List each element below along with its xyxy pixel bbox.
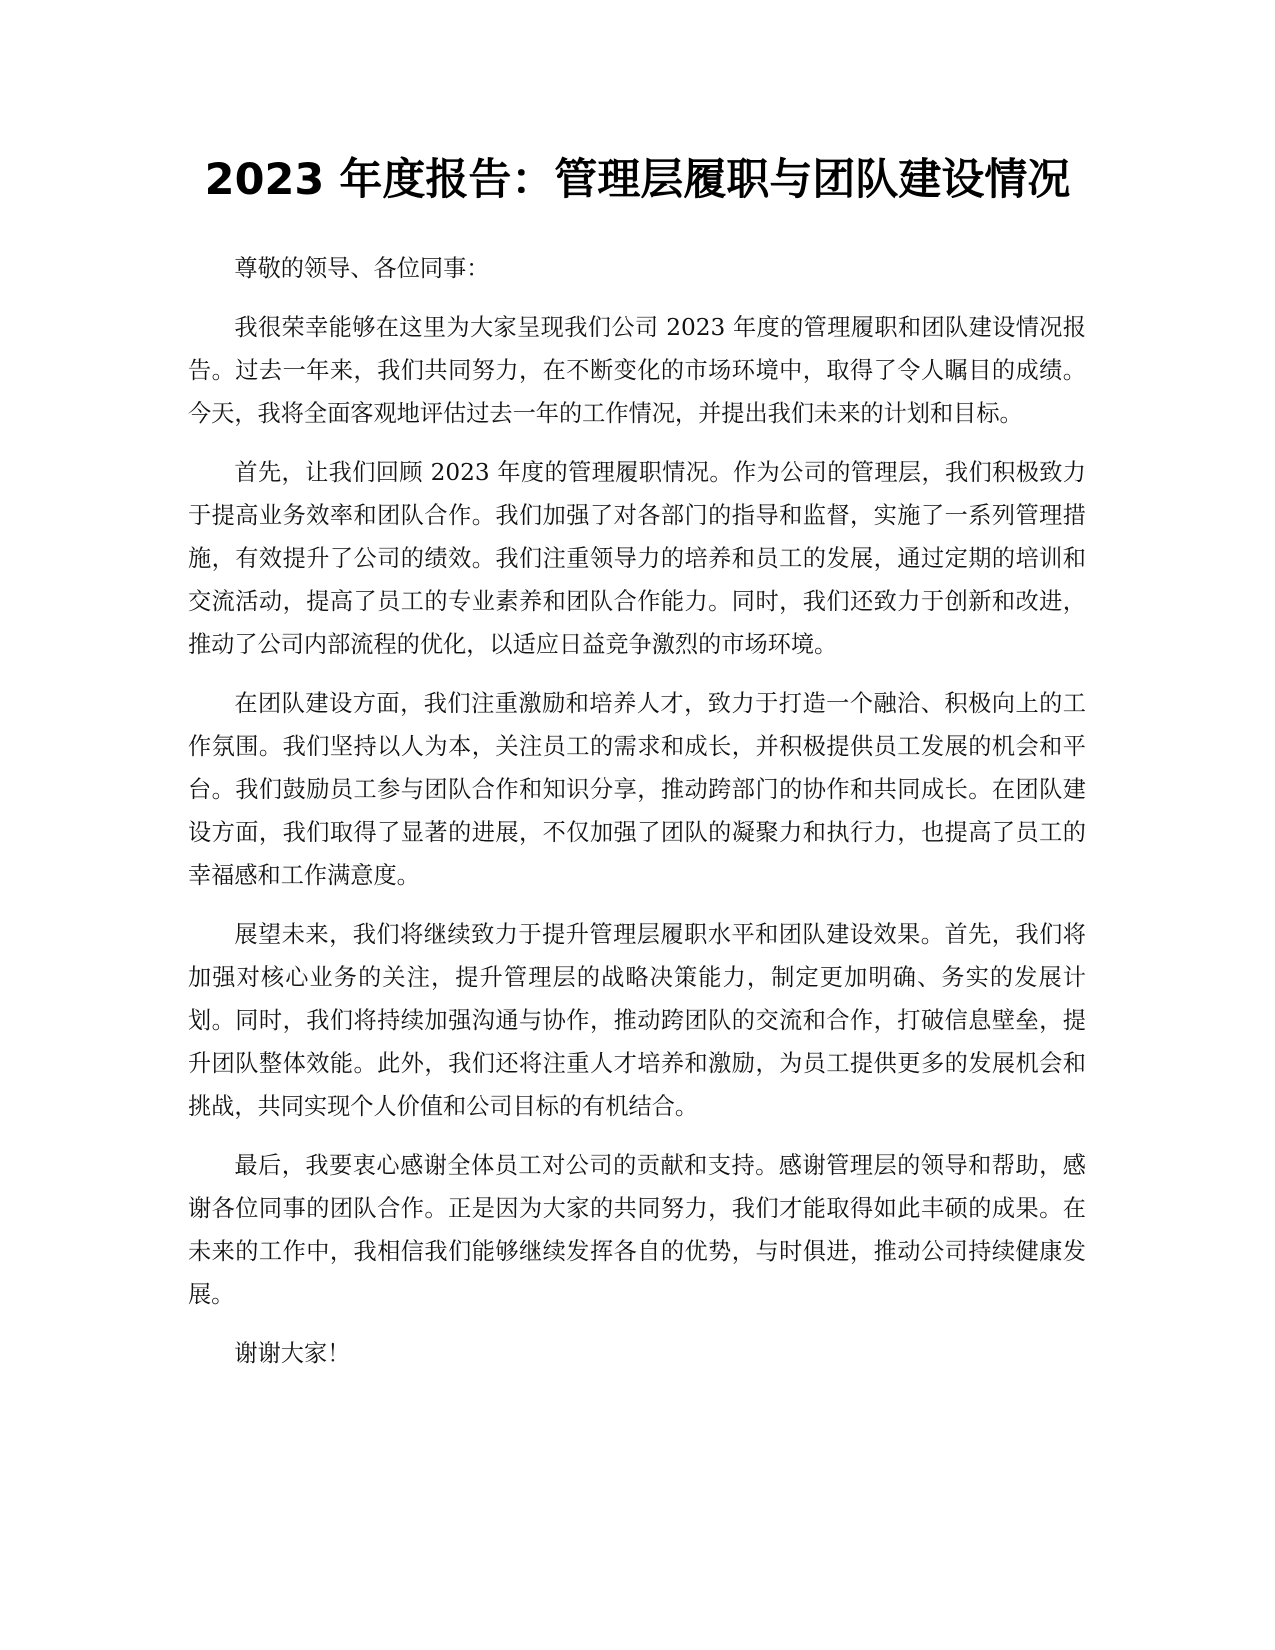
greeting: 尊敬的领导、各位同事：	[234, 255, 490, 282]
paragraph-outlook: 展望未来，我们将继续致力于提升管理层履职水平和团队建设效果。首先，我们将加强对核心业务的关注，提升管理层的战略决策能力，制定更加明确、务实的发展计划。同时，我们将持续加强沟通与协作，推动跨团队的交流和合作，打破信息壁垒，提升团队整体效能。此外，我们还将注重人才培养和激励，为员工提供更多的发展机会和挑战，共同实现个人价值和公司目标的有机结合。	[188, 921, 1086, 1120]
paragraph-intro: 我很荣幸能够在这里为大家呈现我们公司 2023 年度的管理履职和团队建设情况报告。过去一年来，我们共同努力，在不断变化的市场环境中，取得了令人瞩目的成绩。今天，我将全面客观地评估过去一年的工作情况，并提出我们未来的计划和目标。	[188, 314, 1086, 427]
paragraph-team-building: 在团队建设方面，我们注重激励和培养人才，致力于打造一个融洽、积极向上的工作氛围。我们坚持以人为本，关注员工的需求和成长，并积极提供员工发展的机会和平台。我们鼓励员工参与团队合作和知识分享，推动跨部门的协作和共同成长。在团队建设方面，我们取得了显著的进展，不仅加强了团队的凝聚力和执行力，也提高了员工的幸福感和工作满意度。	[188, 690, 1086, 889]
paragraph-management: 首先，让我们回顾 2023 年度的管理履职情况。作为公司的管理层，我们积极致力于提高业务效率和团队合作。我们加强了对各部门的指导和监督，实施了一系列管理措施，有效提升了公司的绩效。我们注重领导力的培养和员工的发展，通过定期的培训和交流活动，提高了员工的专业素养和团队合作能力。同时，我们还致力于创新和改进，推动了公司内部流程的优化，以适应日益竞争激烈的市场环境。	[188, 459, 1086, 658]
closing: 谢谢大家！	[234, 1340, 351, 1367]
document-body	[188, 247, 1086, 1375]
paragraph-thanks: 最后，我要衷心感谢全体员工对公司的贡献和支持。感谢管理层的领导和帮助，感谢各位同事的团队合作。正是因为大家的共同努力，我们才能取得如此丰硕的成果。在未来的工作中，我相信我们能够继续发挥各自的优势，与时俱进，推动公司持续健康发展。	[188, 1152, 1086, 1308]
document-title: 2023 年度报告：管理层履职与团队建设情况	[204, 155, 1071, 205]
